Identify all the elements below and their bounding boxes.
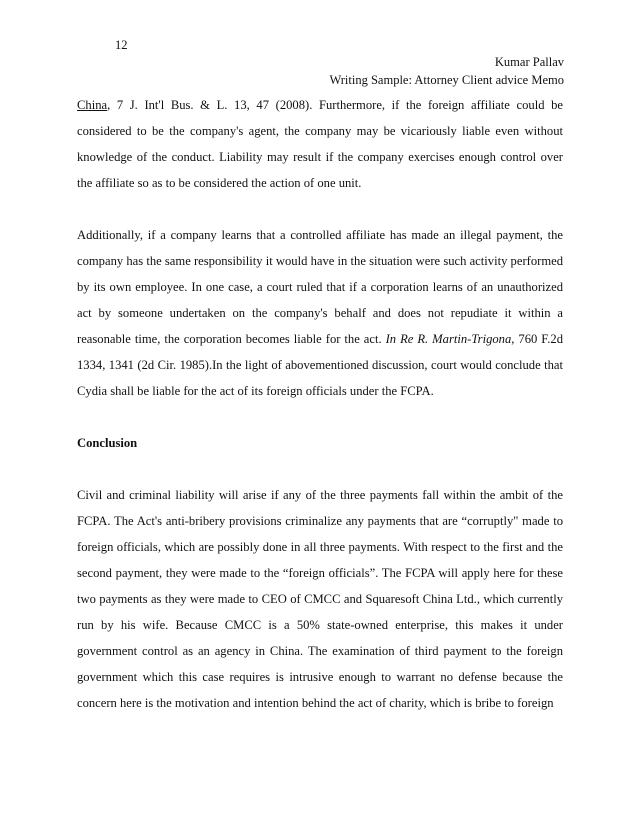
paragraph-2-text-before: Additionally, if a company learns that a controlled affiliate has made an illegal payment, the company has the same responsibility it would have in the situation were such activity performed by its own employee. In one case, a court ruled that if a corporation learns of an unauthorized act by someone undertaken on the company's behalf and does not repudiate it within a reasonable time, the corporation becomes liable for the act.	[77, 228, 563, 346]
paragraph-affiliate-liability	[77, 222, 563, 404]
page-number: 12	[115, 38, 128, 52]
header-subtitle: Writing Sample: Attorney Client advice Memo	[329, 73, 564, 87]
page-header	[329, 53, 564, 89]
paragraph-1-text: , 7 J. Int'l Bus. & L. 13, 47 (2008). Furthermore, if the foreign affiliate could be considered to be the company's agent, the company may be vicariously liable even without knowledge of the conduct. Liability may result if the company exercises enough control over the affiliate so as to be considered the action of one unit.	[77, 98, 563, 190]
paragraph-conclusion	[77, 482, 563, 716]
header-author: Kumar Pallav	[494, 55, 564, 69]
paragraph-citation-continuation	[77, 92, 563, 196]
citation-link-china: China	[77, 98, 108, 112]
document-body	[77, 92, 563, 716]
section-heading-conclusion: Conclusion	[77, 436, 138, 450]
paragraph-3-text: Civil and criminal liability will arise if any of the three payments fall within the ambit of the FCPA. The Act's anti-bribery provisions criminalize any payments that are “corruptly" made to foreign officials, which are possibly done in all three payments. With respect to the first and the second payment, they were made to the “foreign officials”. The FCPA will apply here for these two payments as they were made to CEO of CMCC and Squaresoft China Ltd., which currently run by his wife. Because CMCC is a 50% state-owned enterprise, this makes it under government control as an agency in China. The examination of third payment to the foreign government which this case requires is intrusive enough to warrant no defense because the concern here is the motivation and intention behind the act of charity, which is bribe to foreign	[77, 488, 563, 710]
paragraph-2-text-after: , 760 F.2d 1334, 1341 (2d Cir. 1985).In the light of abovementioned discussion, court would conclude that Cydia shall be liable for the act of its foreign officials under the FCPA.	[77, 332, 564, 398]
case-name-martin-trigona: In Re R. Martin-Trigona	[385, 332, 512, 346]
